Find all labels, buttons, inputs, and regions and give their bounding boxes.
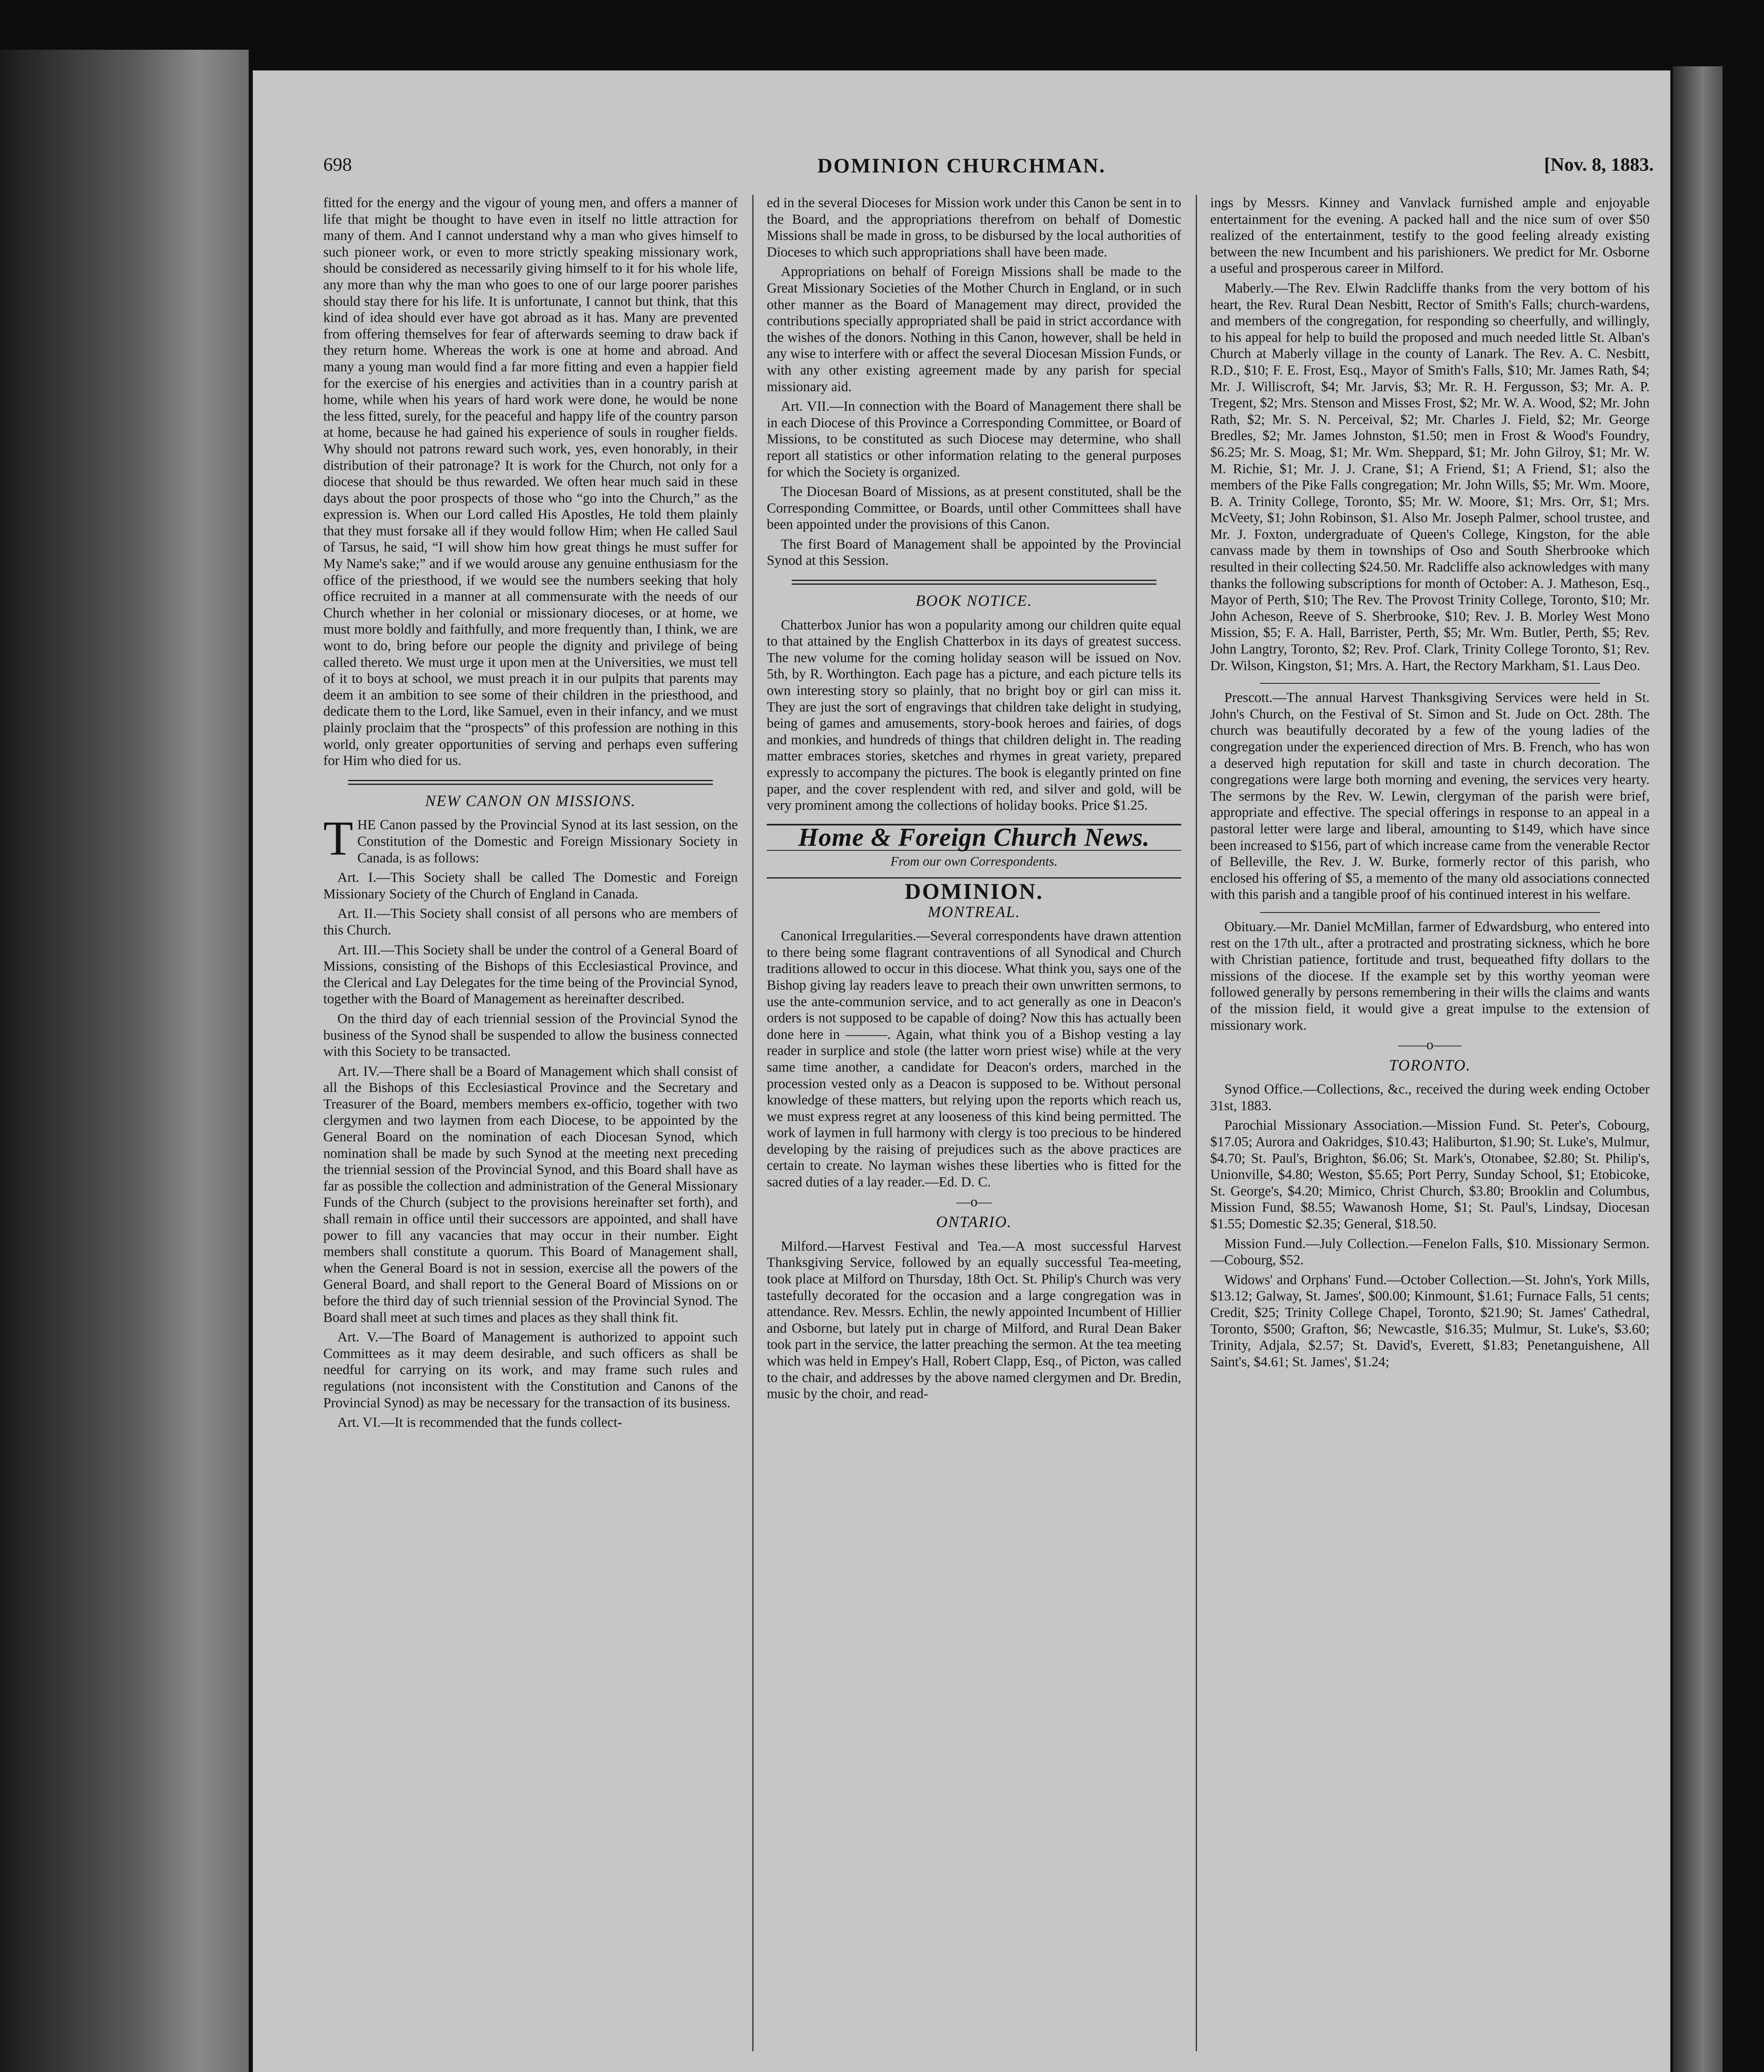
news-item-maberly: Maberly.—The Rev. Elwin Radcliffe thanks from the very bottom of his heart, the Rev. Rural Dean Nesbitt, Rector of Smith's Falls; church-wardens, and members of the congregation, for responding so cheerfully, and willingly, to his appeal for help to build the proposed and much needed little St. Alban's Church at Maberly village in the county of Lanark. The Rev. A. C. Nesbitt, R.D., $10; F. E. Frost, Esq., Mayor of Smith's Falls, $10; Mr. James Rath, $4; Mr. J. Williscroft, $4; Mr. Jarvis, $3; Mr. R. H. Fergusson, $3; Mr. A. P. Tregent, $2; Mrs. Stenson and Misses Frost, $2; Mr. W. A. Wood, $2; Mr. John Rath, $2; Mr. S. N. Perceival, $2; Mr. Charles J. Field, $2; Mr. George Bredles, $2; Mr. James Johnston, $1.50; men in Frost & Wood's Foundry, $6.25; Mr. S. Moag, $1; Mr. Wm. Sheppard, $1; Mr. John Gilroy, $1; Mr. W. M. Richie, $1; Mr. J. J. Crane, $1; A Friend, $1; A Friend, $1; also the members of the Pike Falls congregation; Mr. John Wills, $5; Mr. Wm. Moore, B. A. Trinity College, Toronto, $5; Mr. W. Moore, $1; Mrs. Orr, $1; Mrs. McVeety, $1; John Robinson, $1. Also Mr. Joseph Palmer, school trustee, and Mr. J. Foxton, undergraduate of Queen's College, Kingston, for the able canvass made by them in townships of Oso and South Sherbrooke which resulted in their collecting $24.50. Mr. Radcliffe also acknowledges with many thanks the following subscriptions for month of October: A. J. Matheson, Esq., Mayor of Perth, $10; The Rev. The Provost Trinity College, Toronto, $10; Mr. John Acheson, Reeve of S. Sherbrooke, $10; Rev. J. B. Morley West Mono Mission, $5; F. A. Hall, Barrister, Perth, $5; Mr. Wm. Butler, Perth, $5; Rev. John Langtry, Toronto, $2; Rev. Prof. Clark, Trinity College Toronto, $1; Rev. Dr. Wilson, Kingston, $1; Mrs. A. Hart, the Rectory Markham, $1. Laus Deo.: [1210, 280, 1650, 673]
book-notice-text: Chatterbox Junior has won a popularity among our children quite equal to that attained by the English Chatterbox in its days of greatest success. The new volume for the coming holiday season will be issued on Nov. 5th, by R. Worthington. Each page has a picture, and each picture tells its own interesting story so plainly, that no bright boy or girl can miss it. They are just the sort of engravings that children take delight in studying, being of games and amusements, story-book heroes and fairies, of dogs and monkies, and hundreds of things that children delight in. The reading matter embraces stories, sketches and rhymes in great variety, prepared expressly to accompany the pictures. The book is elegantly printed on fine paper, and the cover resplendent with red, and silver and gold, will be very prominent among the collections of holiday books. Price $1.25.: [767, 617, 1181, 813]
section-subtitle: From our own Correspondents.: [890, 854, 1058, 869]
section-divider: [348, 780, 713, 785]
column-1: [323, 195, 738, 2051]
news-item-synod: Synod Office.—Collections, &c., received the during week ending October 31st, 1883.: [1210, 1082, 1650, 1113]
article-5: Art. V.—The Board of Management is authorized to appoint such Committees as it may deem desirable, and such officers as shall be needful for carrying on its work, and may frame such rules and regulations (not inconsistent with the Constitution and Canons of the Provincial Synod) as may be necessary for the transaction of its business.: [323, 1329, 738, 1411]
region-heading-toronto: TORONTO.: [1389, 1056, 1471, 1074]
article-3-continued: On the third day of each triennial session of the Provincial Synod the business of the Synod shall be suspended to allow the business connected with this Society to be transacted.: [323, 1011, 738, 1060]
paragraph: ings by Messrs. Kinney and Vanvlack furnished ample and enjoyable entertainment for the evening. A packed hall and the nice sum of over $50 realized of the entertainment, testify to the good feeling already existing between the new Incumbent and his parishioners. We predict for Mr. Osborne a useful and prosperous career in Milford.: [1210, 195, 1650, 276]
ornament-divider: ——o——: [1398, 1037, 1462, 1053]
article-6: Art. VI.—It is recommended that the funds collect-: [337, 1415, 622, 1431]
book-binding: [0, 50, 249, 2072]
masthead: DOMINION CHURCHMAN.: [817, 154, 1106, 177]
drop-cap: T: [323, 811, 354, 866]
newspaper-page: [253, 70, 1670, 2072]
section-heading-book-notice: BOOK NOTICE.: [916, 592, 1032, 610]
news-item-widows-fund: Widows' and Orphans' Fund.—October Collection.—St. John's, York Mills, $13.12; Galway, St. James', $00.00; Kinmount, $1.61; Furnace Falls, 51 cents; Credit, $25; Trinity College Chapel, Toronto, $21.90; St. James' Cathedral, Toronto, $500; Grafton, $6; Newcastle, $16.35; Mulmur, St. Luke's, $3.60; Trinity, Adjala, $2.57; St. David's, Everett, $1.83; Penetanguishene, All Saint's, $4.61; St. James', $1.24;: [1210, 1272, 1650, 1370]
page-header: [253, 153, 1670, 178]
paragraph: fitted for the energy and the vigour of young men, and offers a manner of life that might be thought to have even in itself no little attraction for many of them. And I cannot understand why a man who gives himself to such pioneer work, or even to more strictly speaking missionary work, should be considered as necessarily giving himself to it for his whole life, any more than why the man who goes to one of our large poorer parishes should stay there for his life. It is unfortunate, I cannot but think, that this kind of idea should ever have got abroad as it has. Many are prevented from offering themselves for fear of afterwards seeming to draw back if they return home. Whereas the work is one at home and abroad. And many a young man would find a far more fitting and even a happier field for the exercise of his energies and activities than in a country parish at home, while when his years of hard work were done, he would be none the less fitted, surely, for the peaceful and happy life of the country parson at home, because he had gained his experience of souls in rougher fields. Why should not patrons reward such work, yes, even honorably, in their distribution of their patronage? It is work for the Church, not only for a diocese that should be thus rewarded. We often hear much said in these days about the poor prospects of those who “go into the Church,” as the expression is. When our Lord called His Apostles, He told them plainly that they must forsake all if they would follow Him; when He called Saul of Tarsus, he said, “I will show him how great things he must suffer for My Name's sake;” and if we would arouse any genuine enthusiasm for the office of the priesthood, if we would see the numbers seeking that holy office recruited in a manner at all commensurate with the needs of our Church whether in her colonial or missionary dioceses, or at home, we must more boldly and faithfully, and more frequently than, I think, we are wont to do, bring before our people the dignity and privilege of being called thereto. We must urge it upon men at the Universities, we must tell of it to boys at school, we must preach it in our pulpits that parents may deem it an ambition to see some of their children in the priesthood, and dedicate them to the Lord, like Samuel, even in their infancy, and we must plainly proclaim that the “prospects” of this profession are nothing in this world, only greater opportunities of serving and perhaps even suffering for Him who died for us.: [323, 195, 738, 769]
article-2: Art. II.—This Society shall consist of all persons who are members of this Church.: [323, 906, 738, 938]
paragraph: ed in the several Dioceses for Mission work under this Canon be sent in to the Board, and the appropriations therefrom on behalf of Domestic Missions shall be made in gross, to be disbursed by the local authorities of Dioceses to which such appropriations shall have been made.: [767, 195, 1181, 260]
ornament-divider: —o—: [956, 1194, 992, 1210]
paragraph: The first Board of Management shall be appointed by the Provincial Synod at this Session.: [767, 536, 1181, 569]
region-heading-ontario: ONTARIO.: [936, 1213, 1012, 1231]
news-item-canonical: Canonical Irregularities.—Several correspondents have drawn attention to there being some flagrant contraventions of all Synodical and Church traditions allowed to occur in this diocese. What think you, says one of the Bishop giving lay readers leave to preach their own unwritten sermons, to use the ante-communion service, and to act generally as one in Deacon's orders is not supposed to be capable of doing? Now this has actually been done here in ———. Again, what think you of a Bishop vesting a lay reader in surplice and stole (the latter worn priest wise) while at the very same time another, a candidate for Deacon's orders, marched in the procession vested only as a Deacon is supposed to be. Without personal knowledge of these matters, but relying upon the reports which reach us, we must express regret at any looseness of this kind being permitted. The work of laymen in full harmony with clergy is too precious to be hindered developing by the raising of prejudices such as the above practices are certain to create. No layman wishes these liberties who is fitted for the sacred duties of a lay reader.—Ed. D. C.: [767, 928, 1181, 1190]
news-item-obituary: Obituary.—Mr. Daniel McMillan, farmer of Edwardsburg, who entered into rest on the 17th ult., after a protracted and prostrating sickness, which he bore with Christian patience, fortitude and trust, bequeathed fifty dollars to the missions of the diocese. If the example set by this worthy yeoman were followed generally by persons remembering in their wills the claims and wants of the mission field, it would give a great impulse to the extension of missionary work.: [1210, 919, 1650, 1033]
region-heading-montreal: MONTREAL.: [928, 903, 1020, 921]
news-item-parochial: Parochial Missionary Association.—Mission Fund. St. Peter's, Cobourg, $17.05; Aurora and Oakridges, $10.43; Haliburton, $1.90; St. Luke's, Mulmur, $4.70; St. Paul's, Brighton, $6.06; St. Mark's, Otonabee, $2.80; St. Philip's, Unionville, $4.80; Weston, $5.65; Port Perry, Sunday School, $1; Etobicoke, St. George's, $4.20; Mimico, Christ Church, $3.80; Brooklin and Columbus, Mission Fund, $8.55; Wawanosh Home, $1; St. Paul's, Lindsay, Diocesan $1.55; Domestic $2.35; General, $18.50.: [1210, 1118, 1650, 1232]
region-heading-dominion: DOMINION.: [767, 877, 1181, 900]
canon-intro-text: HE Canon passed by the Provincial Synod at its last session, on the Constitution of the Domestic and Foreign Missionary Society in Canada, is as follows:: [357, 817, 738, 866]
column-rule: [752, 195, 754, 2051]
paragraph: The Diocesan Board of Missions, as at present constituted, shall be the Corresponding Committee, or Boards, until other Committees shall have been appointed under the provisions of this Canon.: [767, 484, 1181, 533]
section-divider: [1260, 683, 1600, 684]
column-2: [767, 195, 1181, 2051]
column-rule: [1196, 195, 1197, 2051]
article-1: Art. I.—This Society shall be called The Domestic and Foreign Missionary Society of the Church of England in Canada.: [323, 870, 738, 902]
section-divider: [792, 580, 1156, 585]
issue-date: [Nov. 8, 1883.: [1544, 154, 1654, 175]
page-number: 698: [323, 154, 352, 175]
news-item-mission-fund: Mission Fund.—July Collection.—Fenelon Falls, $10. Missionary Sermon.—Cobourg, $52.: [1210, 1236, 1650, 1268]
section-divider: [1260, 912, 1600, 913]
section-heading-new-canon: NEW CANON ON MISSIONS.: [425, 792, 636, 810]
article-3: Art. III.—This Society shall be under the control of a General Board of Missions, consisting of the Bishops of this Ecclesiastical Province, and the Clerical and Lay Delegates for the time being of the Provincial Synod, together with the Board of Management as hereinafter described.: [323, 942, 738, 1007]
news-item-prescott: Prescott.—The annual Harvest Thanksgiving Services were held in St. John's Church, on the Festival of St. Simon and St. Jude on Oct. 28th. The church was beautifully decorated by a few of the young ladies of the congregation under the experienced direction of Mrs. B. French, who has won a deserved high reputation for skill and taste in church decoration. The congregations were large both morning and evening, the services very hearty. The sermons by the Rev. W. Lewin, clergyman of the parish were brief, appropriate and effective. The special offerings in response to an appeal in a pastoral letter were large and liberal, amounting to $149, which have since been increased to $156, part of which increase came from the venerable Rector of Belleville, the Rev. J. W. Burke, formerly rector of this parish, who enclosed his offering of $5, a memento of the many old associations connected with this parish and a tangible proof of his continued interest in his welfare.: [1210, 690, 1650, 903]
canon-intro: [323, 811, 738, 866]
article-4: Art. IV.—There shall be a Board of Management which shall consist of all the Bishops of this Ecclesiastical Province and the Secretary and Treasurer of the Board, members members ex-officio, together with two clergymen and two laymen from each Diocese, to be appointed by the General Board on the nomination of each Diocesan Synod, which nomination shall be made by such Synod at the meeting next preceding the triennial session of the Provincial Synod, and this Board shall have as far as possible the collection and administration of the General Missionary Funds of the Church (subject to the provisions hereinafter set forth), and shall remain in office until their successors are appointed, and shall have power to fill any vacancies that may occur in their number. Eight members shall constitute a quorum. This Board of Management shall, when the General Board is not in session, exercise all the powers of the General Board, and shall report to the General Board of Missions on or before the third day of such triennial session of the Provincial Synod. The Board shall meet at such times and places as they shall think fit.: [323, 1063, 738, 1325]
section-title-church-news: Home & Foreign Church News.: [767, 824, 1181, 851]
article-7: Art. VII.—In connection with the Board of Management there shall be in each Diocese of this Province a Corresponding Committee, or Board of Missions, to be constituted as such Diocese may determine, who shall report all statistics or other information relating to the general purposes for which the Society is organized.: [767, 399, 1181, 480]
adjacent-page-edge: [1673, 66, 1723, 2072]
news-item-milford: Milford.—Harvest Festival and Tea.—A most successful Harvest Thanksgiving Service, followed by an equally successful Tea-meeting, took place at Milford on Thursday, 18th Oct. St. Philip's Church was very tastefully decorated for the occasion and a large congregation was in attendance. Rev. Messrs. Echlin, the newly appointed Incumbent of Hillier and Osborne, but lately put in charge of Milford, and Rural Dean Baker took part in the service, the latter preaching the sermon. At the tea meeting which was held in Empey's Hall, Robert Clapp, Esq., of Picton, was called to the chair, and addresses by the above named clergymen and Dr. Bredin, music by the choir, and read-: [767, 1238, 1181, 1402]
column-3: [1210, 195, 1650, 2051]
paragraph: Appropriations on behalf of Foreign Missions shall be made to the Great Missionary Societies of the Mother Church in England, or in such other manner as the Board of Management may direct, provided the contributions specially appropriated shall be paid in strict accordance with the wishes of the donors. Nothing in this Canon, however, shall be held in any wise to interfere with or affect the several Diocesan Mission Funds, or with any other existing agreement made by any parish for special missionary aid.: [767, 264, 1181, 395]
